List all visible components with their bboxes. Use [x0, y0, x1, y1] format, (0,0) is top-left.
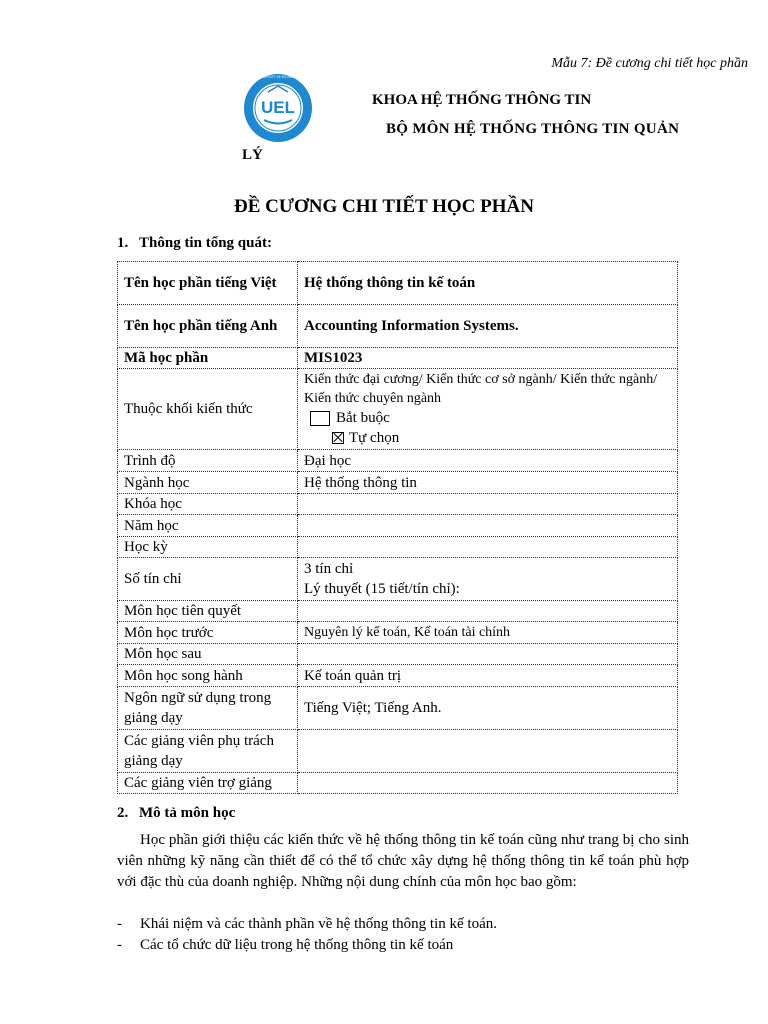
section-number: 2.	[117, 805, 129, 821]
template-tag: Mẫu 7: Đề cương chi tiết học phần	[551, 56, 748, 71]
row-label: Môn học tiên quyết	[118, 601, 298, 622]
row-label: Môn học sau	[118, 644, 298, 665]
table-row	[118, 472, 678, 494]
row-label: Số tín chỉ	[118, 558, 298, 601]
table-row	[118, 644, 678, 665]
row-label: Ngành học	[118, 472, 298, 494]
row-value: MIS1023	[298, 348, 678, 369]
section-1-heading	[117, 235, 272, 252]
row-label: Các giảng viên trợ giảng	[118, 773, 298, 794]
row-label: Môn học song hành	[118, 665, 298, 687]
row-value: Hệ thống thông tin	[298, 472, 678, 494]
row-value	[298, 601, 678, 622]
checkbox-checked-icon	[332, 432, 344, 444]
row-label: Môn học trước	[118, 622, 298, 644]
row-label: Mã học phần	[118, 348, 298, 369]
table-row	[118, 730, 678, 773]
faculty-name: KHOA HỆ THỐNG THÔNG TIN	[372, 92, 592, 108]
row-label: Tên học phần tiếng Việt	[118, 262, 298, 305]
row-value	[298, 515, 678, 537]
row-value	[298, 494, 678, 515]
logo-wordmark: UEL	[261, 98, 295, 117]
row-label: Khóa học	[118, 494, 298, 515]
course-info-table	[117, 261, 678, 794]
bullet-dash: -	[117, 916, 122, 932]
list-item-text: Khái niệm và các thành phần về hệ thống thông tin kế toán.	[140, 916, 497, 932]
table-row	[118, 537, 678, 558]
row-value	[298, 730, 678, 773]
knowledge-block-cell	[298, 369, 678, 450]
course-description	[117, 830, 689, 893]
option-required	[310, 408, 671, 428]
list-item	[117, 935, 453, 956]
row-label: Năm học	[118, 515, 298, 537]
row-value	[298, 773, 678, 794]
section-title: Mô tả môn học	[139, 805, 236, 821]
table-row	[118, 450, 678, 472]
credits-theory: Lý thuyết (15 tiết/tín chỉ):	[304, 581, 460, 597]
table-row	[118, 601, 678, 622]
table-row	[118, 773, 678, 794]
row-label: Các giảng viên phụ trách giảng dạy	[118, 730, 298, 773]
row-value: Nguyên lý kế toán, Kế toán tài chính	[298, 622, 678, 644]
row-value: Tiếng Việt; Tiếng Anh.	[298, 687, 678, 730]
checkbox-empty-icon	[310, 411, 330, 426]
option-elective	[332, 428, 671, 448]
table-row	[118, 262, 678, 305]
option-label: Bắt buộc	[336, 410, 390, 426]
row-value	[298, 644, 678, 665]
department-name-continued: LÝ	[242, 147, 263, 163]
list-item	[117, 914, 497, 935]
section-title: Thông tin tổng quát:	[139, 235, 272, 251]
section-number: 1.	[117, 235, 129, 251]
table-row	[118, 558, 678, 601]
row-label: Ngôn ngữ sử dụng trong giảng dạy	[118, 687, 298, 730]
row-label: Thuộc khối kiến thức	[118, 369, 298, 450]
uel-logo	[234, 72, 322, 144]
table-row	[118, 369, 678, 450]
row-value: Hệ thống thông tin kế toán	[298, 262, 678, 305]
description-text: Học phần giới thiệu các kiến thức về hệ thống thông tin kế toán cũng như trang bị cho sinh viên những kỹ năng cần thiết để có thể tổ chức xây dựng hệ thống thông tin kế toán phù hợp với đặc thù của doanh nghiệp. Những nội dung chính của môn học bao gồm:	[117, 832, 689, 890]
table-row	[118, 515, 678, 537]
table-row	[118, 665, 678, 687]
credits-cell	[298, 558, 678, 601]
table-row	[118, 494, 678, 515]
row-value: Đại học	[298, 450, 678, 472]
bullet-dash: -	[117, 937, 122, 953]
credits-total: 3 tín chỉ	[304, 561, 354, 577]
row-label: Trình độ	[118, 450, 298, 472]
department-name: BỘ MÔN HỆ THỐNG THÔNG TIN QUẢN	[386, 121, 680, 137]
table-row	[118, 622, 678, 644]
document-title: ĐỀ CƯƠNG CHI TIẾT HỌC PHẦN	[234, 196, 534, 217]
row-value: Kiến thức đại cương/ Kiến thức cơ sở ngành/ Kiến thức ngành/ Kiến thức chuyên ngành	[304, 372, 658, 406]
option-label: Tự chọn	[349, 430, 400, 446]
logo-ring-text: TRƯỜNG · UNIVERSITY OF ECONOMICS AND LAW	[239, 75, 317, 79]
row-value	[298, 537, 678, 558]
row-value: Accounting Information Systems.	[298, 305, 678, 348]
table-row	[118, 305, 678, 348]
list-item-text: Các tổ chức dữ liệu trong hệ thống thông tin kế toán	[140, 937, 454, 953]
row-label: Học kỳ	[118, 537, 298, 558]
row-value: Kế toán quản trị	[298, 665, 678, 687]
table-row	[118, 687, 678, 730]
row-label: Tên học phần tiếng Anh	[118, 305, 298, 348]
section-2-heading	[117, 805, 235, 822]
table-row	[118, 348, 678, 369]
